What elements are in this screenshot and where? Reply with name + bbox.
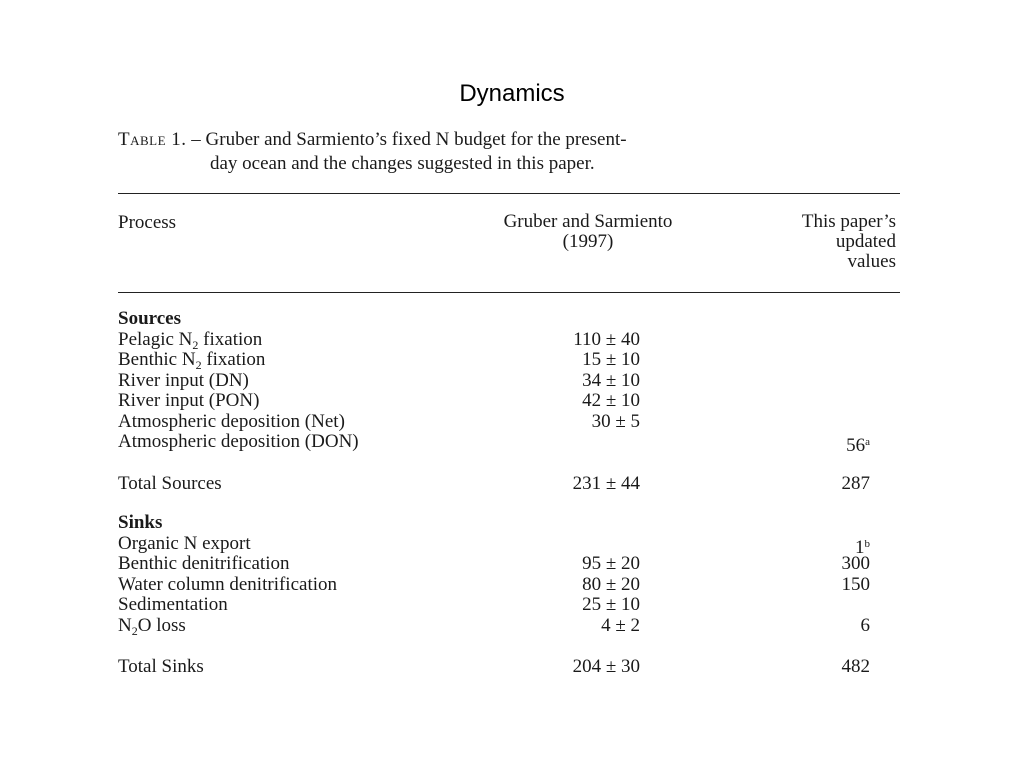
total-sinks-gs: 204 ± 30 — [572, 656, 640, 677]
caption-line-2: day ocean and the changes suggested in this paper. — [210, 153, 595, 174]
process-cell — [118, 432, 359, 453]
process-cell — [118, 534, 251, 555]
process-text: N — [118, 614, 132, 636]
process-text: Organic N export — [118, 532, 251, 554]
this-paper-value: 150 — [841, 573, 870, 595]
subscript: 2 — [195, 358, 202, 372]
total-sources-row — [118, 474, 902, 495]
table-row — [118, 595, 902, 616]
gruber-sarmiento-value: 80 ± 20 — [582, 573, 640, 595]
table-row — [118, 371, 902, 392]
process-cell — [118, 391, 259, 412]
section-heading-sinks — [118, 513, 902, 534]
table-row — [118, 616, 902, 637]
this-paper-value: 300 — [841, 553, 870, 574]
process-text-suffix: fixation — [198, 328, 263, 350]
gruber-sarmiento-value: 4 ± 2 — [601, 614, 640, 636]
sinks-rows — [118, 534, 902, 637]
process-text-suffix: fixation — [201, 349, 266, 370]
process-text: Benthic N — [118, 349, 196, 370]
total-sources-gs: 231 ± 44 — [572, 472, 640, 494]
caption-line-1 — [118, 128, 902, 152]
process-text: Atmospheric deposition (DON) — [118, 431, 359, 452]
process-text: Benthic denitrification — [118, 553, 290, 574]
this-paper-cell — [778, 575, 870, 596]
process-text: River input (DN) — [118, 369, 249, 391]
process-text: Sedimentation — [118, 594, 228, 615]
gruber-sarmiento-value: 110 ± 40 — [573, 328, 640, 350]
footnote-marker: a — [865, 436, 870, 448]
header-gs-line-1: Gruber and Sarmiento — [503, 211, 673, 232]
process-text: River input (PON) — [118, 390, 260, 411]
table-row — [118, 412, 902, 433]
total-sources-tp: 287 — [841, 472, 870, 494]
gruber-sarmiento-value: 95 ± 20 — [582, 553, 640, 574]
caption-text-1: – Gruber and Sarmiento’s fixed N budget for the present- — [186, 129, 627, 150]
gruber-sarmiento-value: 34 ± 10 — [582, 369, 640, 391]
total-sinks-label: Total Sinks — [118, 656, 204, 677]
gruber-sarmiento-value: 15 ± 10 — [582, 349, 640, 370]
process-text: Atmospheric deposition (Net) — [118, 410, 345, 432]
table-body — [118, 293, 902, 678]
this-paper-cell — [778, 432, 870, 457]
subscript: 2 — [131, 623, 138, 638]
this-paper-cell — [778, 554, 870, 575]
table-row — [118, 391, 902, 412]
sinks-heading: Sinks — [118, 512, 163, 533]
table-row — [118, 330, 902, 351]
header-tp-line-2: updated — [835, 231, 896, 252]
total-sources-label: Total Sources — [118, 472, 222, 494]
header-tp-line-1: This paper’s — [801, 211, 896, 232]
table-row — [118, 431, 902, 456]
slide-title: Dynamics — [459, 80, 565, 107]
gruber-sarmiento-value: 42 ± 10 — [582, 390, 640, 411]
gruber-sarmiento-value: 25 ± 10 — [582, 594, 640, 615]
subscript: 2 — [192, 337, 199, 352]
header-tp-line-3: values — [847, 251, 896, 272]
process-cell — [118, 616, 186, 642]
caption-label: Table 1. — [118, 129, 187, 150]
table-row — [118, 350, 902, 371]
this-paper-value: 6 — [860, 614, 870, 636]
header-this-paper — [802, 212, 896, 272]
gruber-sarmiento-value: 30 ± 5 — [591, 410, 640, 432]
process-text-suffix: O loss — [137, 614, 186, 636]
this-paper-value: 56 — [846, 435, 866, 456]
process-text: Pelagic N — [118, 328, 193, 350]
process-text: Water column denitrification — [118, 573, 338, 595]
process-cell — [118, 412, 345, 433]
header-gruber-sarmiento — [458, 212, 718, 252]
n-budget-table — [118, 128, 902, 678]
process-cell — [118, 595, 228, 616]
table-row — [118, 554, 902, 575]
process-cell — [118, 371, 249, 392]
table-caption — [118, 128, 902, 178]
sources-rows — [118, 328, 902, 456]
section-heading-sources — [118, 309, 902, 330]
process-cell — [118, 575, 337, 596]
table-header — [118, 194, 902, 292]
header-process: Process — [118, 212, 177, 233]
this-paper-cell — [778, 616, 870, 637]
total-sinks-row — [118, 657, 902, 678]
footnote-marker: b — [864, 537, 870, 550]
table-row — [118, 532, 902, 558]
sources-heading: Sources — [118, 308, 181, 329]
this-paper-value: 1 — [855, 536, 865, 558]
total-sinks-tp: 482 — [841, 656, 870, 677]
process-cell — [118, 554, 289, 575]
table-row — [118, 575, 902, 596]
header-gs-line-2: (1997) — [562, 231, 614, 252]
